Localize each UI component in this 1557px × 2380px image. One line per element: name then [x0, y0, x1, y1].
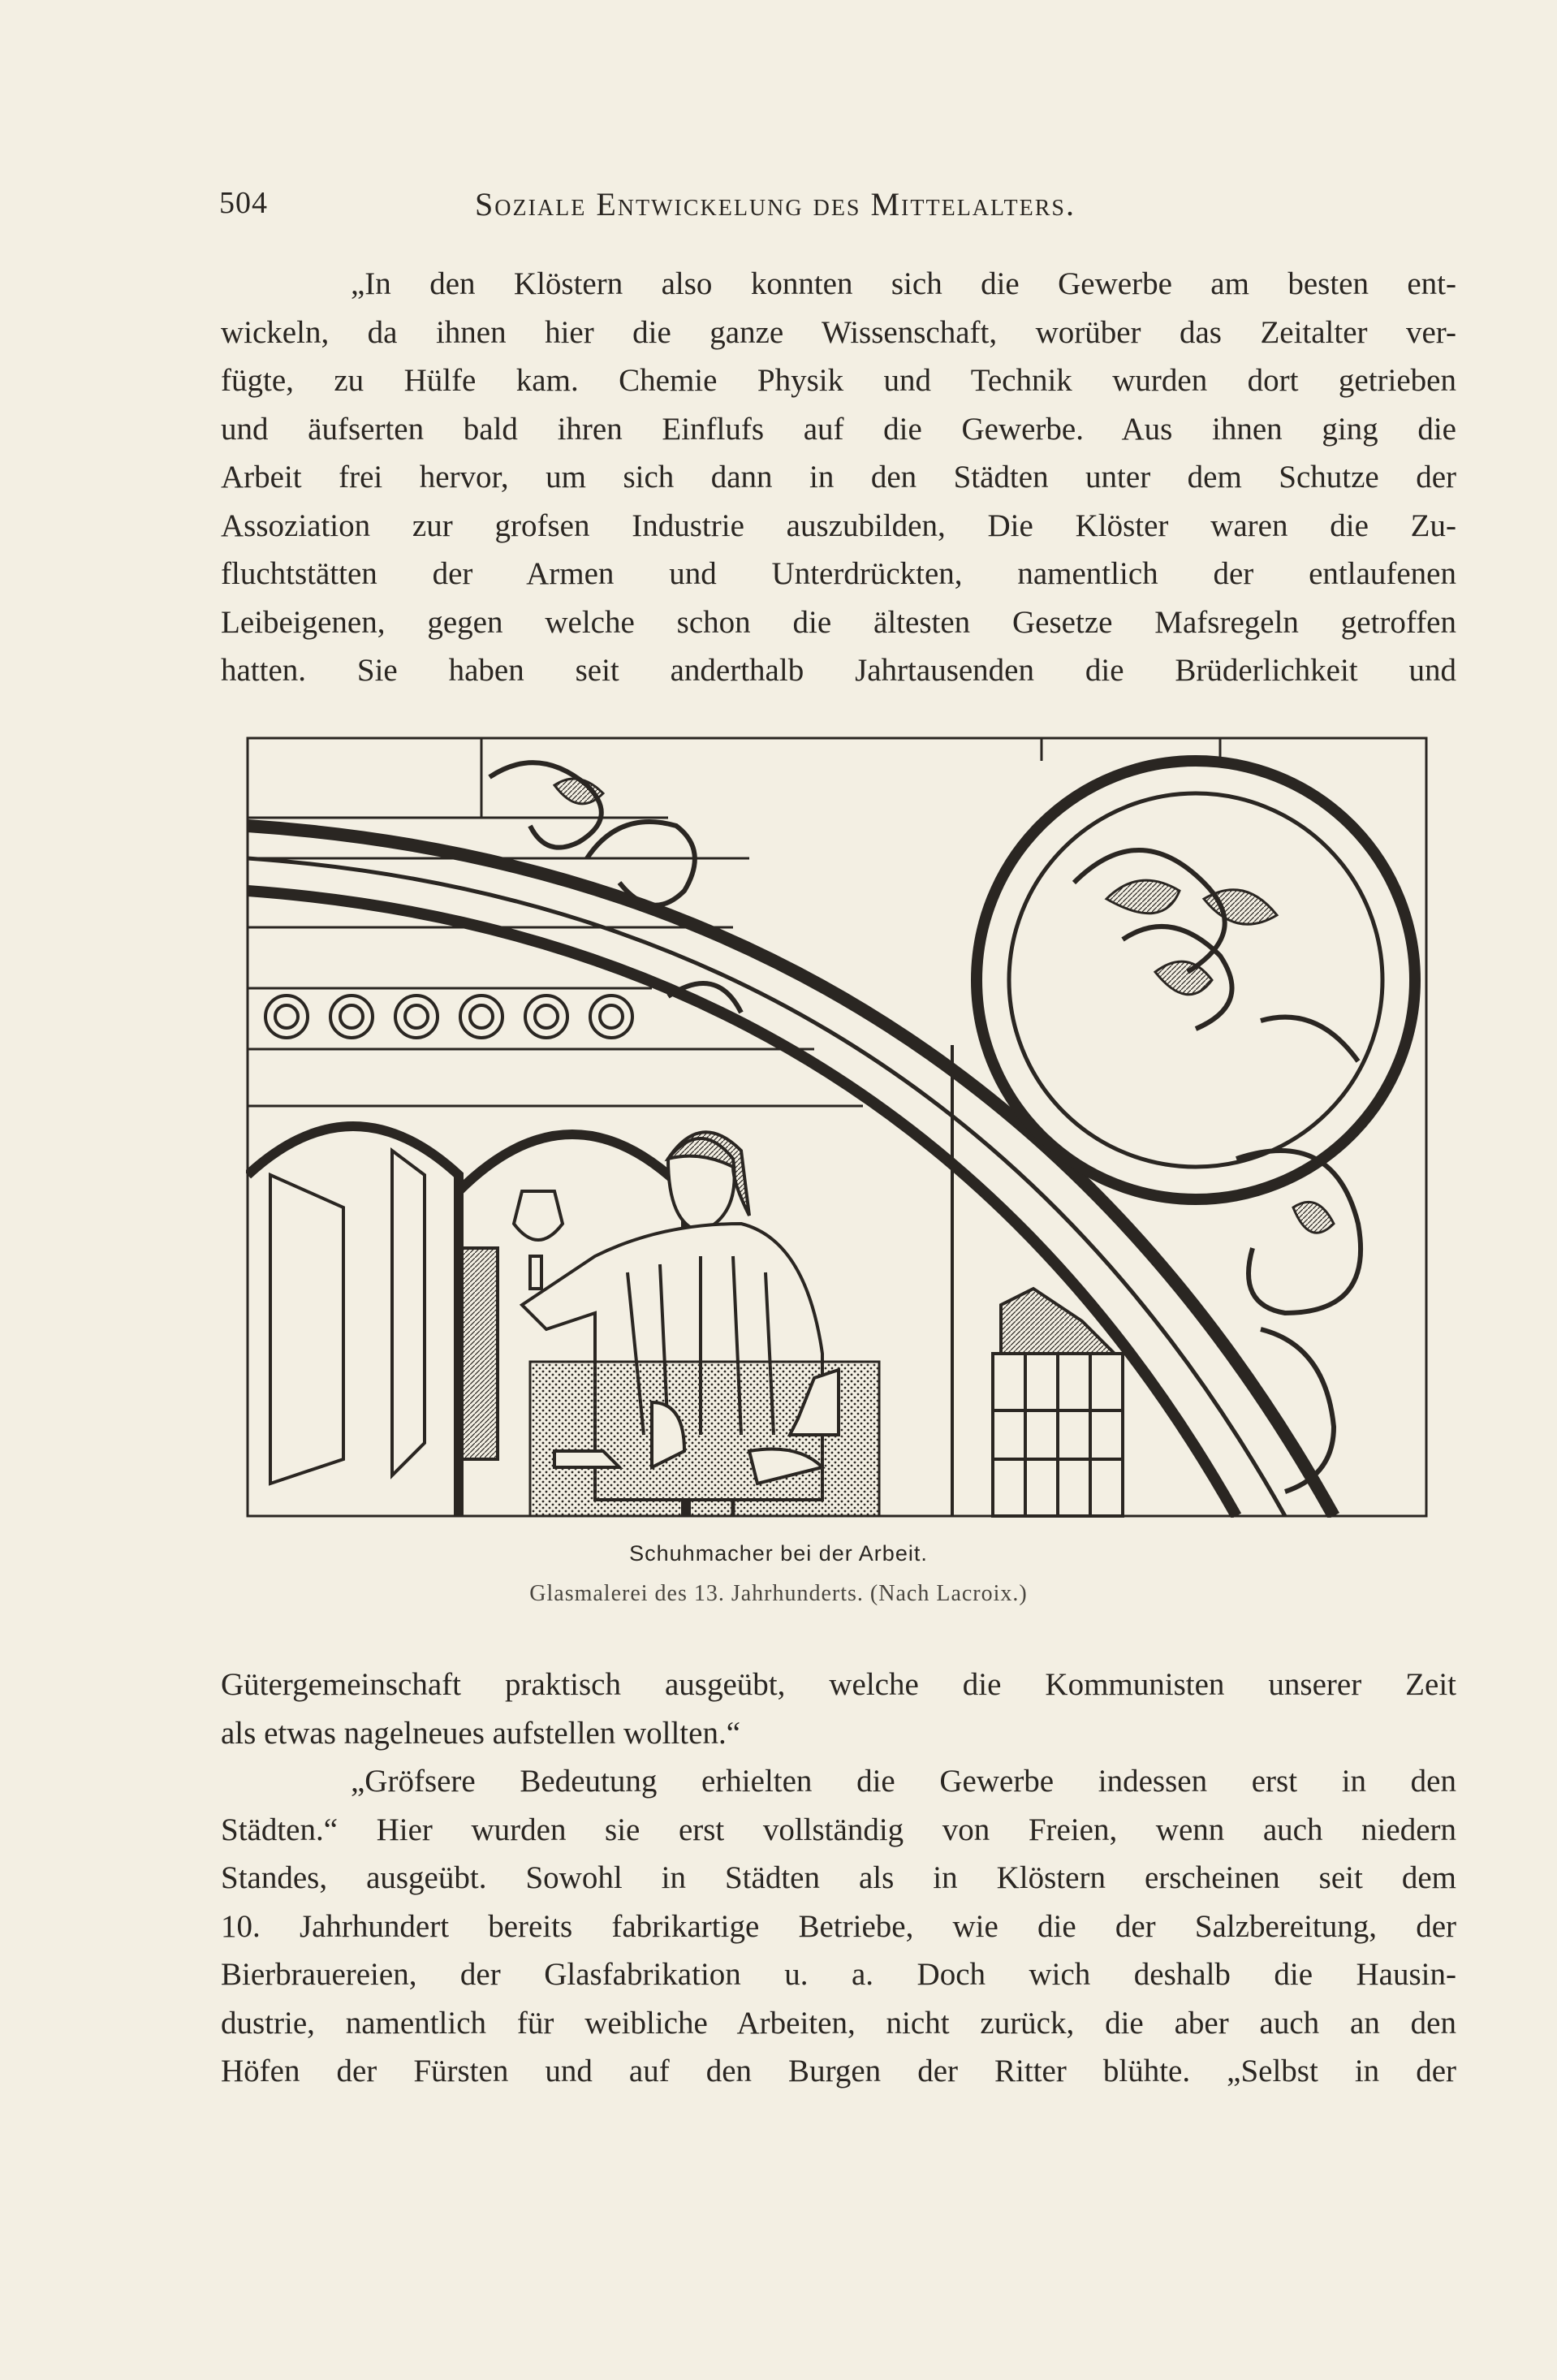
illustration-svg: [246, 736, 1428, 1518]
text-line: fluchtstätten der Armen und Unterdrückten, namentlich der entlaufenen: [221, 556, 1456, 591]
text-line: Höfen der Fürsten und auf den Burgen der Ritter blühte. „Selbst in der: [221, 2054, 1456, 2088]
paragraph-bottom-2: [221, 1757, 1456, 2096]
text-line: „Gröfsere Bedeutung erhielten die Gewerbe indessen erst in den: [351, 1764, 1456, 1799]
text-line: hatten. Sie haben seit anderthalb Jahrtausenden die Brüderlichkeit und: [221, 653, 1456, 688]
text-line: fügte, zu Hülfe kam. Chemie Physik und Technik wurden dort getrieben: [221, 363, 1456, 398]
figure-caption-title: Schuhmacher bei der Arbeit.: [629, 1541, 928, 1566]
text-line: 10. Jahrhundert bereits fabrikartige Betriebe, wie die der Salzbereitung, der: [221, 1908, 1456, 1944]
figure-caption-source: Glasmalerei des 13. Jahrhunderts. (Nach Lacroix.): [529, 1581, 1028, 1606]
text-line: Gütergemeinschaft praktisch ausgeübt, welche die Kommunisten unserer Zeit: [221, 1667, 1456, 1702]
text-line: Standes, ausgeübt. Sowohl in Städten als in Klöstern erscheinen seit dem: [221, 1860, 1456, 1895]
text-line: als etwas nagelneues aufstellen wollten.“: [221, 1715, 741, 1751]
text-line: Assoziation zur grofsen Industrie auszubilden, Die Klöster waren die Zu-: [221, 508, 1456, 543]
paragraph-top: [221, 260, 1456, 695]
text-line: und äufserten bald ihren Einflufs auf die Gewerbe. Aus ihnen ging die: [221, 411, 1456, 447]
page-number: 504: [219, 186, 268, 220]
text-line: Leibeigenen, gegen welche schon die ältesten Gesetze Mafsregeln getroffen: [221, 604, 1456, 640]
stained-glass-illustration: [246, 736, 1428, 1518]
text-line: Bierbrauereien, der Glasfabrikation u. a. Doch wich deshalb die Hausin-: [221, 1957, 1456, 1992]
text-line: Arbeit frei hervor, um sich dann in den Städten unter dem Schutze der: [221, 460, 1456, 495]
text-line: dustrie, namentlich für weibliche Arbeiten, nicht zurück, die aber auch an den: [221, 2005, 1456, 2041]
page-header: [219, 185, 1234, 234]
text-line: wickeln, da ihnen hier die ganze Wissenschaft, worüber das Zeitalter ver-: [221, 314, 1456, 350]
running-title: Soziale Entwickelung des Mittelalters.: [475, 186, 1076, 222]
text-line: Städten.“ Hier wurden sie erst vollständig von Freien, wenn auch niedern: [221, 1812, 1456, 1847]
text-line: „In den Klöstern also konnten sich die Gewerbe am besten ent-: [351, 266, 1456, 301]
paragraph-bottom-1: [221, 1661, 1456, 1757]
